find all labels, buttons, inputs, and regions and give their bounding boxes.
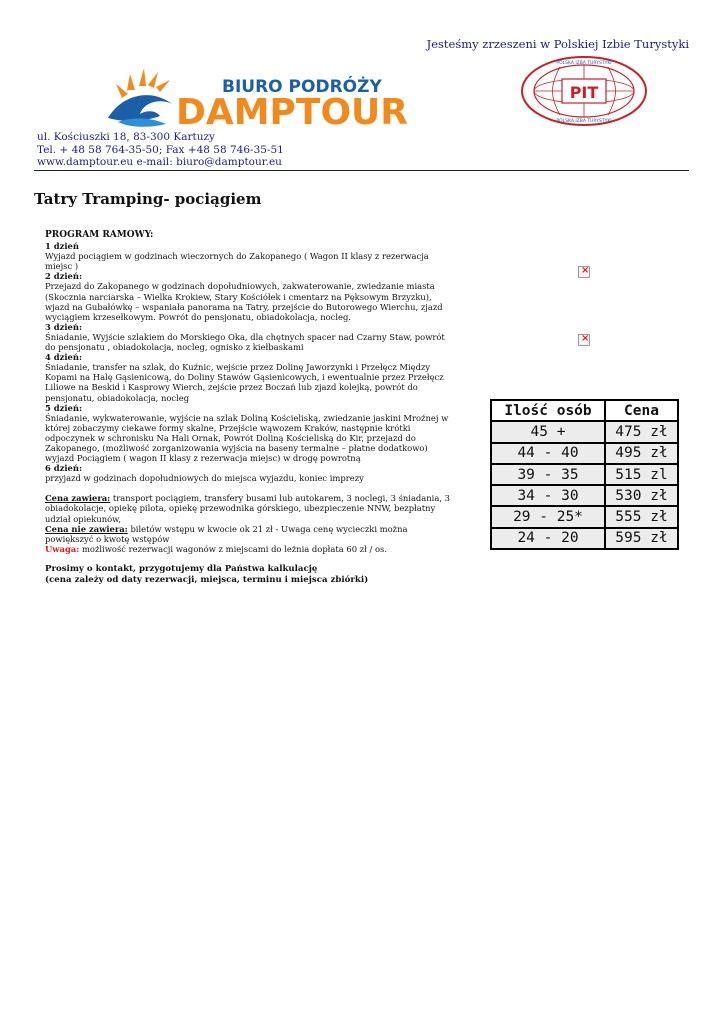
day-label: 5 dzień: bbox=[45, 402, 83, 413]
price-cell: 495 zł bbox=[605, 443, 678, 464]
people-cell: 29 - 25* bbox=[491, 506, 605, 527]
excludes-paragraph bbox=[45, 524, 455, 544]
day-label: 3 dzień: bbox=[45, 321, 83, 332]
day-label: 6 dzień: bbox=[45, 463, 83, 474]
contact-line-2: (cena zależy od daty rezerwacji, miejsca, terminu i miejsca zbiórki) bbox=[45, 574, 369, 585]
day-text: Śniadanie, Wyjście szlakiem do Morskiego Oka, dla chętnych spacer nad Czarny Staw, powrót do pensjonatu , obiadokolacja, nocleg, ognisko z kiełbaskami bbox=[45, 331, 445, 353]
address-web[interactable]: www.damptour.eu e-mail: biuro@damptour.eu bbox=[37, 156, 282, 168]
note-text: możliwość rezerwacji wagonów z miejscami do leżnia dopłata 60 zł / os. bbox=[79, 543, 387, 554]
table-row bbox=[491, 464, 678, 485]
day-label: 1 dzień bbox=[45, 241, 79, 252]
excludes-text: biletów wstępu w kwocie ok 21 zł - Uwaga cenę wycieczki można powiększyć o kwotę wstępów bbox=[45, 523, 408, 544]
price-cell: 475 zł bbox=[605, 421, 678, 442]
day-text: Wyjazd pociągiem w godzinach wieczornych do Zakopanego ( Wagon II klasy z rezerwacja miejsc ) bbox=[45, 251, 429, 272]
price-cell: 555 zł bbox=[605, 506, 678, 527]
price-table bbox=[490, 399, 679, 550]
broken-image-icon: × bbox=[578, 334, 590, 346]
program-heading: PROGRAM RAMOWY: bbox=[45, 230, 154, 240]
people-cell: 44 - 40 bbox=[491, 443, 605, 464]
includes-paragraph bbox=[45, 493, 455, 523]
price-cell: 595 zł bbox=[605, 528, 678, 549]
address-phone: Tel. + 48 58 764-35-50; Fax +48 58 746-35-51 bbox=[37, 143, 284, 156]
column-header-people: Ilość osób bbox=[491, 400, 605, 421]
seal-ring-bottom: POLSKA IZBA TURYSTYKI bbox=[556, 119, 612, 124]
people-cell: 34 - 30 bbox=[491, 485, 605, 506]
includes-label: Cena zawiera: bbox=[45, 493, 111, 504]
pit-seal bbox=[520, 55, 648, 127]
note-paragraph bbox=[45, 544, 455, 554]
address-street: ul. Kościuszki 18, 83-300 Kartuzy bbox=[37, 131, 215, 143]
table-row bbox=[491, 485, 678, 506]
contact-note bbox=[45, 564, 368, 585]
header-divider bbox=[34, 170, 689, 171]
people-cell: 39 - 35 bbox=[491, 464, 605, 485]
table-row bbox=[491, 421, 678, 442]
day-text: Przejazd do Zakopanego w godzinach dopołudniowych, zakwaterowanie, zwiedzanie miasta (Skocznia narciarska – Wielka Krokiew, Stary Kościółek i cmentarz na Pęksowym Brzyzku), wjazd na Gubałówkę – wspaniała panorama na Tatry, przejście do Butorowego Wierchu, zjazd wyciągiem krzesełkowym. Powrót do pensjonatu, obiadokolacja, nocleg. bbox=[45, 281, 443, 322]
seal-text: PIT bbox=[569, 83, 599, 102]
logo-top-text: BIURO PODRÓŻY bbox=[222, 77, 382, 97]
table-row bbox=[491, 506, 678, 527]
note-label: Uwaga: bbox=[45, 543, 80, 554]
day-label: 4 dzień: bbox=[45, 352, 83, 363]
seal-ring-top: POLSKA IZBA TURYSTYKI bbox=[556, 61, 612, 66]
day-text: Śniadanie, transfer na szlak, do Kuźnic, wejście przez Dolinę Jaworzynki i Przełęcz Między Kopami na Halę Gąsienicową, do Doliny Stawów Gąsienicowych, i ewentualnie przez Przełęcz Liliowe na Beskid i Kasprowy Wierch, zejście przez Boczań lub zjazd kolejką, powrót do pensjonatu, obiadokolacja, nocleg bbox=[45, 362, 444, 403]
day-text: przyjazd w godzinach dopołudniowych do miejsca wyjazdu, koniec imprezy bbox=[45, 473, 364, 484]
price-cell: 530 zł bbox=[605, 485, 678, 506]
damptour-logo bbox=[100, 66, 410, 132]
day-label: 2 dzień: bbox=[45, 271, 83, 282]
people-cell: 24 - 20 bbox=[491, 528, 605, 549]
sun-rays-icon bbox=[116, 68, 170, 98]
column-header-price: Cena bbox=[605, 400, 678, 421]
price-table-header bbox=[491, 400, 678, 421]
excludes-label: Cena nie zawiera: bbox=[45, 523, 128, 534]
page-title: Tatry Tramping- pociągiem bbox=[34, 190, 262, 208]
broken-image-icon: × bbox=[578, 266, 590, 278]
address-block bbox=[37, 131, 284, 169]
logo-brand-text: DAMPTOUR bbox=[176, 92, 408, 132]
includes-text: transport pociągiem, transfery busami lub autokarem, 3 noclegi, 3 śniadania, 3 obiadokolacje, opiekę pilota, opiekę przewodnika górskiego, ubezpieczenie NNW, bezpłatny udział opiekunów, bbox=[45, 493, 451, 524]
table-row bbox=[491, 443, 678, 464]
membership-text: Jesteśmy zrzeszeni w Polskiej Izbie Turystyki bbox=[426, 37, 689, 51]
contact-line-1: Prosimy o kontakt, przygotujemy dla Państwa kalkulację bbox=[45, 564, 318, 574]
table-row bbox=[491, 528, 678, 549]
day-text: Śniadanie, wykwaterowanie, wyjście na szlak Doliną Kościeliską, zwiedzanie jaskini Mroźnej w której zobaczymy ciekawe formy skalne, Przejście wąwozem Kraków, następnie krótki odpoczynek w schronisku Na Hali Ornak, Powrót Doliną Kościeliską do Kir, przejazd do Zakopanego, (możliwość zorganizowania wyjścia na baseny termalne – płatne dodatkowo) wyjazd Pociągiem ( wagon II klasy z rezerwacja miejsc) w drogę powrotną bbox=[45, 412, 449, 464]
price-cell: 515 zl bbox=[605, 464, 678, 485]
people-cell: 45 + bbox=[491, 421, 605, 442]
program-section bbox=[45, 230, 455, 554]
